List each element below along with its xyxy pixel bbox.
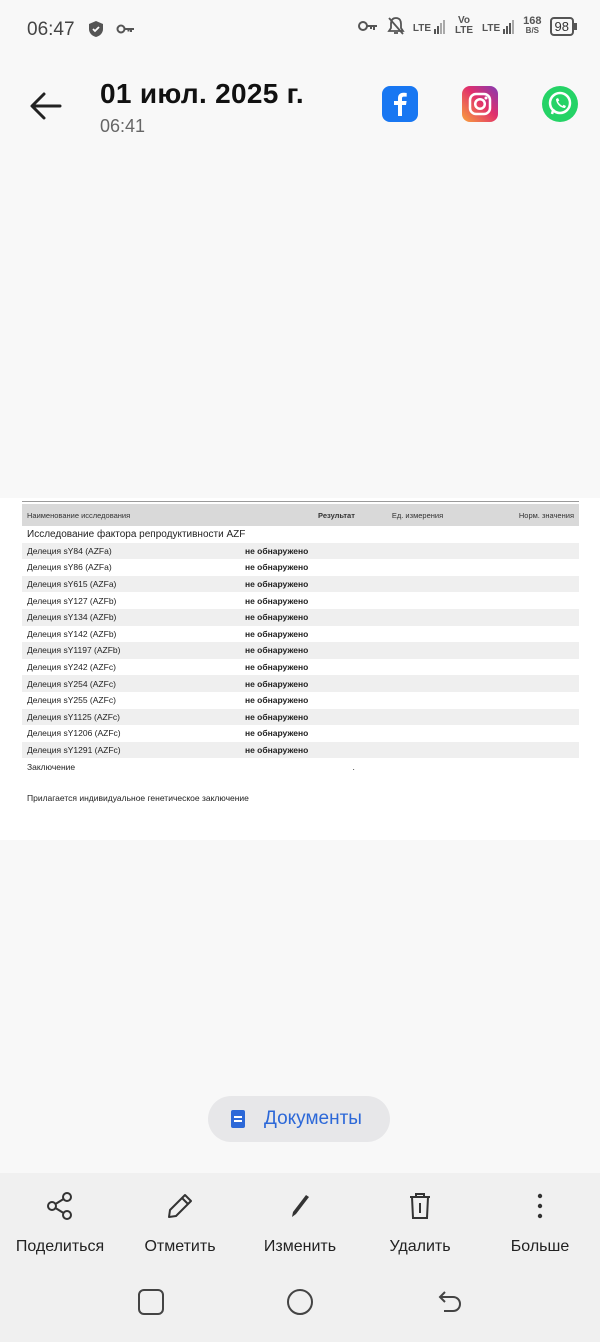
- test-name: Делеция sY254 (AZFc): [27, 678, 116, 689]
- test-name: Делеция sY84 (AZFa): [27, 545, 112, 556]
- test-unit: [387, 725, 514, 742]
- volte-indicator: Vo LTE: [454, 15, 474, 36]
- system-navigation-bar: [0, 1263, 600, 1342]
- test-unit: [387, 592, 514, 609]
- documents-chip[interactable]: [208, 1096, 390, 1142]
- test-name: Делеция sY86 (AZFa): [27, 562, 112, 573]
- test-unit: [387, 709, 514, 726]
- table-row: [22, 626, 579, 643]
- shield-notification-icon: [86, 19, 106, 39]
- pen-icon: [163, 1189, 197, 1223]
- more-vertical-icon: [523, 1189, 557, 1223]
- back-arrow-icon[interactable]: [26, 86, 66, 126]
- test-unit: [387, 692, 514, 709]
- table-row: [22, 559, 579, 576]
- test-result: не обнаружено: [244, 645, 309, 656]
- table-row: [22, 592, 579, 609]
- document-note: Прилагается индивидуальное генетическое заключение: [27, 792, 249, 803]
- test-unit: [387, 742, 514, 759]
- test-name: Делеция sY127 (AZFb): [27, 595, 117, 606]
- header: [0, 62, 600, 152]
- test-result: не обнаружено: [244, 745, 309, 756]
- network-speed: 168 B/S: [523, 15, 542, 35]
- section-title: Исследование фактора репродуктивности AZF: [27, 528, 246, 540]
- test-norm: [514, 576, 579, 593]
- facebook-icon[interactable]: [382, 86, 418, 122]
- bottom-toolbar: [0, 1173, 600, 1263]
- more-label: Больше: [510, 1238, 570, 1255]
- test-result: не обнаружено: [244, 579, 309, 590]
- document-icon: [231, 1110, 245, 1128]
- more-button[interactable]: [505, 1189, 575, 1256]
- test-result: не обнаружено: [244, 695, 309, 706]
- column-header-result: Результат: [318, 510, 355, 520]
- page-subtitle: 06:41: [100, 116, 146, 136]
- status-time: 06:47: [27, 19, 75, 40]
- status-bar: [0, 0, 600, 60]
- test-result: не обнаружено: [244, 545, 309, 556]
- pencil-icon: [283, 1189, 317, 1223]
- test-norm: [514, 559, 579, 576]
- test-unit: [387, 758, 514, 775]
- test-name: Делеция sY1291 (AZFc): [27, 745, 121, 756]
- test-result: не обнаружено: [244, 562, 309, 573]
- divider: [22, 501, 579, 502]
- delete-button[interactable]: [384, 1189, 456, 1256]
- test-norm: [514, 675, 579, 692]
- test-norm: [514, 725, 579, 742]
- lte-signal-1: LTE: [413, 18, 446, 34]
- trash-icon: [403, 1189, 437, 1223]
- edit-button[interactable]: [258, 1189, 342, 1256]
- lab-results-table-container: [22, 501, 579, 803]
- test-norm: [514, 626, 579, 643]
- test-result: не обнаружено: [244, 711, 309, 722]
- test-name: Делеция sY142 (AZFb): [27, 628, 117, 639]
- test-unit: [387, 559, 514, 576]
- test-name: Делеция sY1125 (AZFc): [27, 711, 120, 722]
- test-name: Делеция sY1197 (AZFb): [27, 645, 121, 656]
- mark-label: Отметить: [144, 1238, 216, 1255]
- document-image[interactable]: [0, 498, 600, 840]
- test-unit: [387, 659, 514, 676]
- test-name: Делеция sY134 (AZFb): [27, 612, 117, 623]
- test-result: не обнаружено: [244, 628, 309, 639]
- test-result: не обнаружено: [244, 612, 309, 623]
- test-norm: [514, 659, 579, 676]
- section-title-row: [22, 526, 579, 543]
- test-norm: [514, 592, 579, 609]
- table-row: [22, 543, 579, 560]
- lte-signal-2: LTE: [482, 18, 515, 34]
- test-name: Делеция sY255 (AZFc): [27, 695, 116, 706]
- test-unit: [387, 675, 514, 692]
- status-left-icons: [86, 19, 136, 39]
- column-header-name: Наименование исследования: [27, 510, 131, 520]
- test-name: Делеция sY242 (AZFc): [27, 662, 116, 673]
- test-unit: [387, 642, 514, 659]
- column-header-unit: Ед. измерения: [391, 510, 444, 520]
- table-header-row: [22, 504, 579, 526]
- test-result: не обнаружено: [244, 595, 309, 606]
- conclusion-row: [22, 758, 579, 775]
- share-icon: [43, 1189, 77, 1223]
- lab-results-table: [22, 504, 579, 775]
- share-label: Поделиться: [15, 1238, 105, 1255]
- test-norm: [514, 758, 579, 775]
- test-norm: [514, 692, 579, 709]
- test-unit: [387, 626, 514, 643]
- test-result: не обнаружено: [244, 678, 309, 689]
- instagram-icon[interactable]: [462, 86, 498, 122]
- table-row: [22, 642, 579, 659]
- test-result: не обнаружено: [244, 728, 309, 739]
- whatsapp-icon[interactable]: [542, 86, 578, 122]
- back-nav-icon[interactable]: [435, 1287, 465, 1317]
- test-norm: [514, 642, 579, 659]
- signal-bars-icon: [503, 18, 515, 34]
- test-name: Делеция sY615 (AZFa): [27, 579, 117, 590]
- share-button[interactable]: [13, 1189, 107, 1256]
- table-row: [22, 675, 579, 692]
- test-unit: [387, 543, 514, 560]
- test-norm: [514, 742, 579, 759]
- bell-off-icon: [387, 16, 405, 36]
- home-icon[interactable]: [285, 1287, 315, 1317]
- vpn-key-icon: [357, 19, 379, 33]
- table-row: [22, 609, 579, 626]
- signal-bars-icon: [434, 18, 446, 34]
- table-row: [22, 725, 579, 742]
- test-norm: [514, 609, 579, 626]
- table-row: [22, 709, 579, 726]
- test-result: не обнаружено: [244, 662, 309, 673]
- test-unit: [387, 576, 514, 593]
- table-row: [22, 659, 579, 676]
- documents-chip-label: Документы: [264, 1108, 362, 1129]
- table-row: [22, 692, 579, 709]
- table-row: [22, 742, 579, 759]
- page-title: 01 июл. 2025 г.: [100, 78, 304, 109]
- test-unit: [387, 609, 514, 626]
- mark-button[interactable]: [138, 1189, 222, 1256]
- edit-label: Изменить: [263, 1238, 337, 1255]
- recent-apps-icon[interactable]: [136, 1287, 166, 1317]
- table-row: [22, 576, 579, 593]
- battery-indicator: 98: [550, 17, 574, 36]
- test-norm: [514, 709, 579, 726]
- test-name: Делеция sY1206 (AZFc): [27, 728, 121, 739]
- conclusion-value: .: [352, 761, 355, 772]
- key-icon: [116, 22, 136, 36]
- conclusion-label: Заключение: [27, 761, 76, 772]
- test-norm: [514, 543, 579, 560]
- delete-label: Удалить: [389, 1238, 451, 1255]
- status-right-icons: [357, 16, 574, 36]
- column-header-norm: Норм. значения: [518, 510, 574, 520]
